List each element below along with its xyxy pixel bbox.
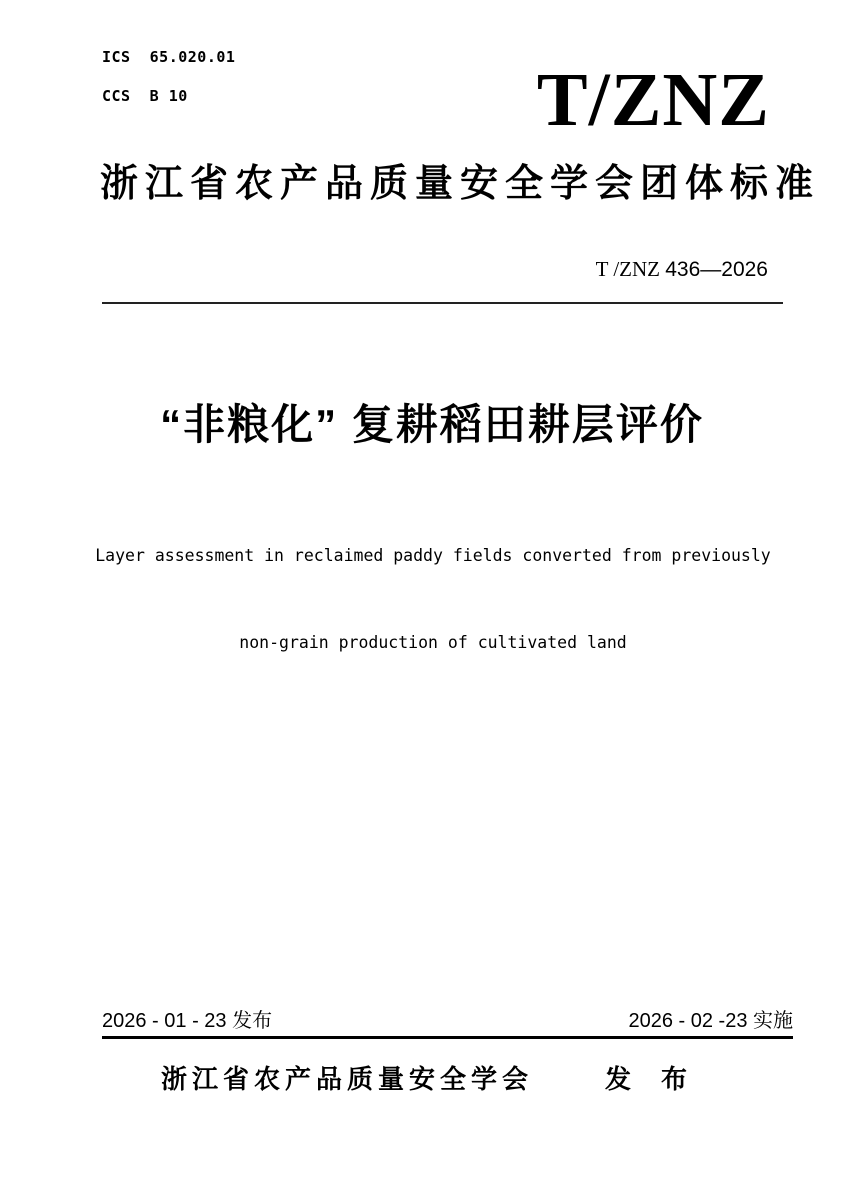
- standard-number: [572, 230, 768, 309]
- ics-code: ICS 65.020.01: [102, 48, 236, 66]
- document-title-en-line2: non-grain production of cultivated land: [239, 633, 627, 652]
- document-title-en: [0, 483, 850, 715]
- document-title-en-line1: Layer assessment in reclaimed paddy fields converted from previously: [95, 546, 771, 565]
- dates-row: [102, 1008, 793, 1034]
- organization-standard-heading: 浙江省农产品质量安全学会团体标准: [100, 163, 821, 205]
- publish-label: 发 布: [605, 1064, 690, 1094]
- publisher-name: 浙江省农产品质量安全学会: [160, 1064, 533, 1094]
- footer-divider-line: [102, 1036, 793, 1039]
- implement-date: 2026 - 02 -23 实施: [628, 1010, 793, 1032]
- ccs-code: CCS B 10: [102, 87, 188, 105]
- standard-number-prefix: T /ZNZ: [595, 257, 666, 281]
- standard-number-digits: 436—2026: [665, 258, 768, 281]
- issue-date: 2026 - 01 - 23 发布: [102, 1010, 273, 1032]
- header-divider-line: [102, 302, 783, 304]
- publisher-row: [0, 1062, 850, 1096]
- document-title-zh: “非粮化” 复耕稻田耕层评价: [160, 401, 704, 448]
- standard-body-logo: T/ZNZ: [536, 58, 770, 142]
